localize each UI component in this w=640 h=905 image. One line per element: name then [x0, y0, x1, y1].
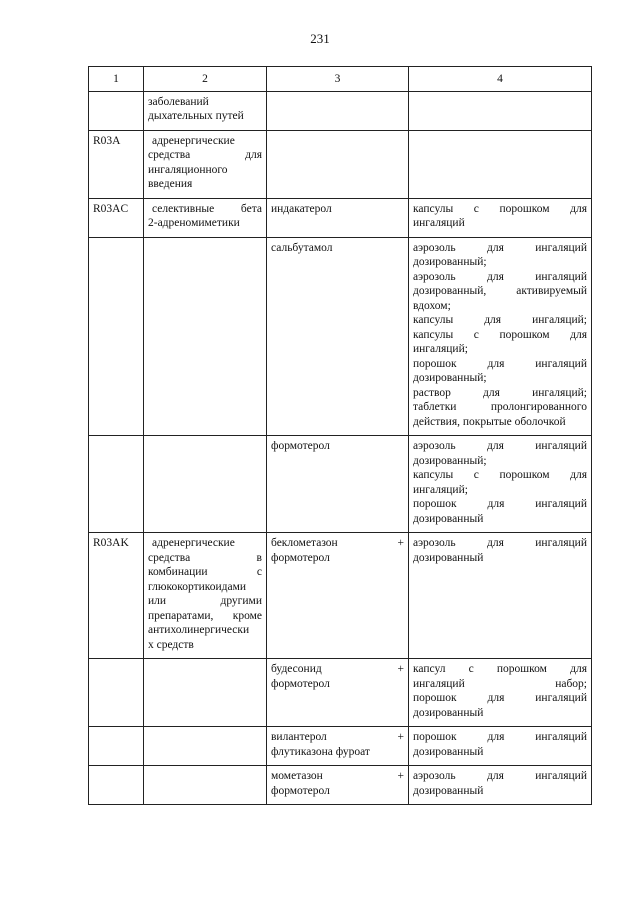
plus-sign: + [397, 770, 404, 782]
dosage-form-line: капсулы с порошком для [413, 328, 587, 341]
table-row [89, 766, 592, 805]
dosage-form-line: ингаляций; [413, 483, 468, 496]
dosage-form-line: аэрозоль для ингаляций [413, 270, 587, 283]
group-line: препаратами, кроме [148, 609, 262, 622]
drug-cell [267, 659, 409, 727]
atc-code-cell [89, 237, 144, 436]
drug-name: формотерол [271, 551, 330, 564]
group-cell [144, 533, 267, 659]
dosage-forms-cell [409, 237, 592, 436]
page-number: 231 [310, 31, 330, 46]
group-line: дыхательных путей [148, 110, 244, 122]
drug-cell [267, 237, 409, 436]
drug-cell [267, 130, 409, 198]
drug-cell [267, 436, 409, 533]
dosage-form-line: дозированный; [413, 372, 487, 384]
atc-code: R03AC [93, 202, 129, 215]
column-header: 3 [267, 67, 409, 92]
atc-code: R03A [93, 134, 121, 147]
table-row [89, 533, 592, 659]
drug-name: формотерол [271, 440, 330, 452]
drug-cell [267, 766, 409, 805]
drug-name: формотерол [271, 784, 330, 797]
group-cell [144, 91, 267, 130]
atc-code-cell [89, 766, 144, 805]
dosage-form-line: капсулы для ингаляций; [413, 314, 587, 326]
atc-code: R03AK [93, 537, 129, 549]
dosage-form-line: дозированный, активируемый [413, 285, 587, 297]
dosage-forms-cell [409, 766, 592, 805]
group-line: глюкокортикоидами [148, 580, 247, 593]
table-row [89, 727, 592, 766]
drug-name: будесонид [271, 663, 322, 675]
group-cell [144, 727, 267, 766]
dosage-forms-cell [409, 436, 592, 533]
dosage-form-line: ингаляций набор; [413, 677, 587, 690]
table-row [89, 198, 592, 237]
dosage-form-line: аэрозоль для ингаляций [413, 537, 587, 549]
atc-code-cell [89, 659, 144, 727]
dosage-form-line: аэрозоль для ингаляций [413, 770, 587, 782]
group-cell [144, 237, 267, 436]
dosage-form-line: порошок для ингаляций [413, 357, 587, 370]
atc-code-cell [89, 533, 144, 659]
table-row [89, 130, 592, 198]
group-line: или другими [148, 595, 262, 607]
drug-cell [267, 533, 409, 659]
dosage-form-line: дозированный [413, 706, 484, 719]
drug-combo-line [271, 662, 404, 677]
dosage-form-line: дозированный; [413, 454, 487, 467]
group-line: комбинации с [148, 566, 262, 578]
column-header: 4 [409, 67, 592, 92]
group-cell [144, 766, 267, 805]
group-line: адренергические [152, 134, 235, 147]
drug-combo-line [271, 730, 404, 745]
dosage-form-line: вдохом; [413, 299, 451, 312]
dosage-form-line: ингаляций; [413, 343, 468, 355]
dosage-forms-cell [409, 533, 592, 659]
dosage-form-line: дозированный; [413, 256, 487, 268]
group-line: средства для [148, 149, 262, 161]
plus-sign: + [397, 537, 404, 549]
dosage-form-line: дозированный [413, 745, 484, 758]
dosage-forms-cell [409, 727, 592, 766]
dosage-form-line: порошок для ингаляций [413, 692, 587, 704]
table-row [89, 659, 592, 727]
drug-cell [267, 727, 409, 766]
dosage-forms-cell [409, 130, 592, 198]
table-row [89, 436, 592, 533]
drug-name: вилантерол [271, 731, 327, 743]
group-line: селективные бета [152, 202, 262, 215]
group-cell [144, 436, 267, 533]
drug-name: индакатерол [271, 202, 332, 215]
group-line: средства в [148, 551, 262, 564]
group-line: х средств [148, 638, 194, 651]
group-cell [144, 198, 267, 237]
drug-name: флутиказона фуроат [271, 745, 370, 758]
dosage-forms-cell [409, 198, 592, 237]
table-row [89, 91, 592, 130]
group-line: 2-адреномиметики [148, 217, 240, 229]
drug-name: мометазон [271, 770, 323, 782]
atc-code-cell [89, 727, 144, 766]
dosage-form-line: аэрозоль для ингаляций [413, 440, 587, 452]
drug-combo-line [271, 769, 404, 784]
plus-sign: + [397, 731, 404, 743]
group-line: заболеваний [148, 95, 209, 108]
dosage-form-line: аэрозоль для ингаляций [413, 241, 587, 254]
dosage-form-line: капсулы с порошком для [413, 469, 587, 481]
table-row [89, 237, 592, 436]
group-line: ингаляционного [148, 163, 228, 176]
drug-name: беклометазон [271, 537, 338, 549]
plus-sign: + [397, 663, 404, 675]
dosage-form-line: дозированный [413, 551, 484, 564]
dosage-form-line: действия, покрытые оболочкой [413, 415, 566, 428]
drug-cell [267, 198, 409, 237]
dosage-form-line: ингаляций [413, 217, 465, 229]
atc-code-cell [89, 198, 144, 237]
dosage-form-line: дозированный [413, 512, 484, 525]
atc-code-cell [89, 130, 144, 198]
column-header: 2 [144, 67, 267, 92]
group-line: антихолинергически [148, 624, 250, 636]
column-header: 1 [89, 67, 144, 92]
drug-name: формотерол [271, 677, 330, 690]
group-cell [144, 130, 267, 198]
dosage-form-line: капсул с порошком для [413, 663, 587, 675]
group-line: адренергические [152, 537, 235, 549]
dosage-form-line: раствор для ингаляций; [413, 386, 587, 399]
group-cell [144, 659, 267, 727]
drug-combo-line [271, 536, 404, 551]
dosage-forms-cell [409, 659, 592, 727]
medicines-table [88, 66, 592, 805]
dosage-forms-cell [409, 91, 592, 130]
atc-code-cell [89, 91, 144, 130]
dosage-form-line: таблетки пролонгированного [413, 401, 587, 413]
dosage-form-line: порошок для ингаляций [413, 498, 587, 510]
table-header-row [89, 67, 592, 92]
drug-name: сальбутамол [271, 241, 333, 254]
dosage-form-line: дозированный [413, 784, 484, 797]
dosage-form-line: порошок для ингаляций [413, 731, 587, 743]
drug-cell [267, 91, 409, 130]
dosage-form-line: капсулы с порошком для [413, 202, 587, 215]
atc-code-cell [89, 436, 144, 533]
group-line: введения [148, 178, 193, 190]
